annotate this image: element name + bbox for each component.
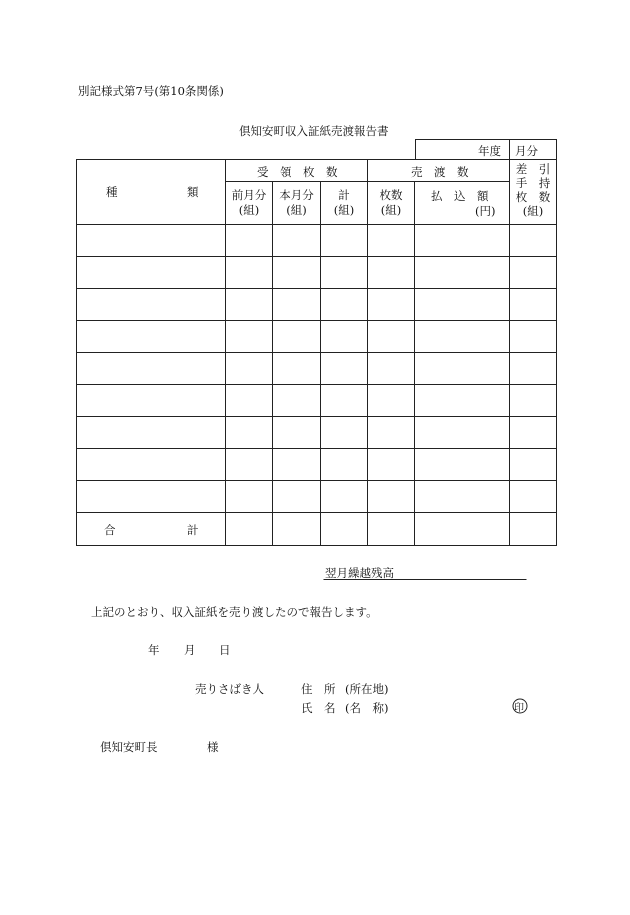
table-row bbox=[77, 353, 556, 384]
table-row bbox=[77, 385, 556, 416]
table-row bbox=[77, 481, 556, 512]
table-row bbox=[77, 289, 556, 320]
address-note: (所在地) bbox=[345, 682, 389, 696]
name-label: 氏 名 bbox=[301, 701, 336, 715]
table-row bbox=[77, 257, 556, 288]
table-row bbox=[77, 225, 556, 256]
header-received-group: 受 領 枚 数 bbox=[257, 165, 338, 179]
addressee-honorific: 様 bbox=[207, 740, 219, 754]
carryover-label: 翌月繰越残高 bbox=[325, 566, 394, 580]
seal-icon: 印 bbox=[514, 703, 524, 714]
header-prev-month: 前月分 (組) bbox=[231, 188, 267, 217]
header-balance: 差 引 手 持 枚 数 (組) bbox=[515, 162, 551, 218]
name-note: (名 称) bbox=[345, 701, 389, 715]
table-row bbox=[77, 417, 556, 448]
header-sold-group: 売 渡 数 bbox=[411, 165, 469, 179]
header-sold-count: 枚数 (組) bbox=[379, 188, 403, 217]
date-day: 日 bbox=[219, 643, 231, 657]
header-curr-month: 本月分 (組) bbox=[279, 188, 314, 217]
page-title: 倶知安町収入証紙売渡報告書 bbox=[239, 124, 389, 138]
form-reference: 別記様式第7号(第10条関係) bbox=[78, 84, 224, 98]
header-received-total: 計 (組) bbox=[333, 188, 355, 217]
addressee-name: 倶知安町長 bbox=[100, 740, 158, 754]
fiscal-year-label: 年度 bbox=[478, 144, 501, 158]
table-row bbox=[77, 449, 556, 480]
date-year: 年 bbox=[148, 643, 160, 657]
address-label: 住 所 bbox=[301, 682, 336, 696]
total-label-b: 計 bbox=[187, 523, 199, 537]
header-kind-b: 類 bbox=[187, 185, 199, 199]
total-label-a: 合 bbox=[104, 523, 116, 537]
header-kind-a: 種 bbox=[106, 185, 118, 199]
table-row bbox=[77, 321, 556, 352]
month-label: 月分 bbox=[515, 144, 538, 158]
seller-role: 売りさばき人 bbox=[195, 682, 264, 696]
date-month: 月 bbox=[184, 643, 196, 657]
header-paid-amount: 払 込 額 bbox=[431, 189, 489, 203]
report-statement: 上記のとおり、収入証紙を売り渡したので報告します。 bbox=[91, 605, 378, 619]
header-paid-unit: (円) bbox=[475, 204, 496, 218]
